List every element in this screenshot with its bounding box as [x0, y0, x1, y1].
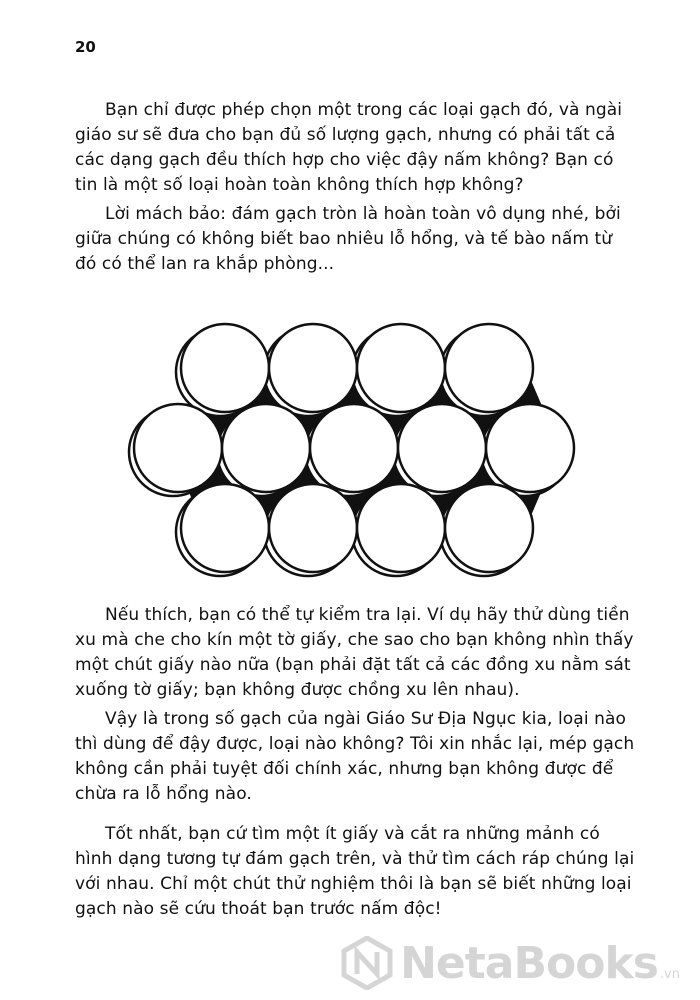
circle-tile — [445, 324, 533, 412]
paragraph-1: Bạn chỉ được phép chọn một trong các loại gạch đó, và ngài giáo sư sẽ đưa cho bạn đủ số lượng gạch, nhưng có phải tất cả các dạng gạch đều thích hợp cho việc đậy nấm không? Bạn có tin là một số loại hoàn toàn không thích hợp không? — [75, 100, 623, 195]
paragraph-4: Vậy là trong số gạch của ngài Giáo Sư Địa Ngục kia, loại nào thì dùng để đậy được, loại nào không? Tôi xin nhắc lại, mép gạch không cần phải tuyệt đối chính xác, nhưng bạn không được để chừa ra lỗ hổng nào. — [75, 709, 635, 804]
circle-tile — [445, 484, 533, 572]
circle-tile — [181, 484, 269, 572]
circle-tile — [357, 484, 445, 572]
circle-tile — [310, 404, 398, 492]
circle-tile — [222, 404, 310, 492]
paragraph-5: Tốt nhất, bạn cứ tìm một ít giấy và cắt ra những mảnh có hình dạng tương tự đám gạch trên, và thử tìm cách ráp chúng lại với nhau. Chỉ một chút thử nghiệm thôi là bạn sẽ biết những loại gạch nào sẽ cứu thoát bạn trước nấm độc! — [75, 824, 635, 919]
paragraph-3: Nếu thích, bạn có thể tự kiểm tra lại. Ví dụ hãy thử dùng tiền xu mà che cho kín một tờ giấy, che sao cho bạn không nhìn thấy một chút giấy nào nữa (bạn phải đặt tất cả các đồng xu nằm sát xuống tờ giấy; bạn không được chồng xu lên nhau). — [75, 605, 634, 700]
page-number: 20 — [75, 38, 96, 56]
circle-tile — [398, 404, 486, 492]
circle-tile — [269, 484, 357, 572]
circle-tile — [181, 324, 269, 412]
netabooks-logo-icon — [340, 936, 394, 990]
watermark — [340, 936, 680, 990]
watermark-suffix: .vn — [659, 967, 680, 982]
circle-tile — [357, 324, 445, 412]
circle-tile — [486, 404, 574, 492]
watermark-brand: NetaBooks — [400, 937, 658, 989]
circle-tiles-illustration — [120, 318, 580, 598]
circle-tile — [269, 324, 357, 412]
circle-tile — [134, 404, 222, 492]
paragraph-2: Lời mách bảo: đám gạch tròn là hoàn toàn vô dụng nhé, bởi giữa chúng có không biết bao nhiêu lỗ hổng, và tế bào nấm từ đó có thể lan ra khắp phòng... — [75, 204, 621, 274]
